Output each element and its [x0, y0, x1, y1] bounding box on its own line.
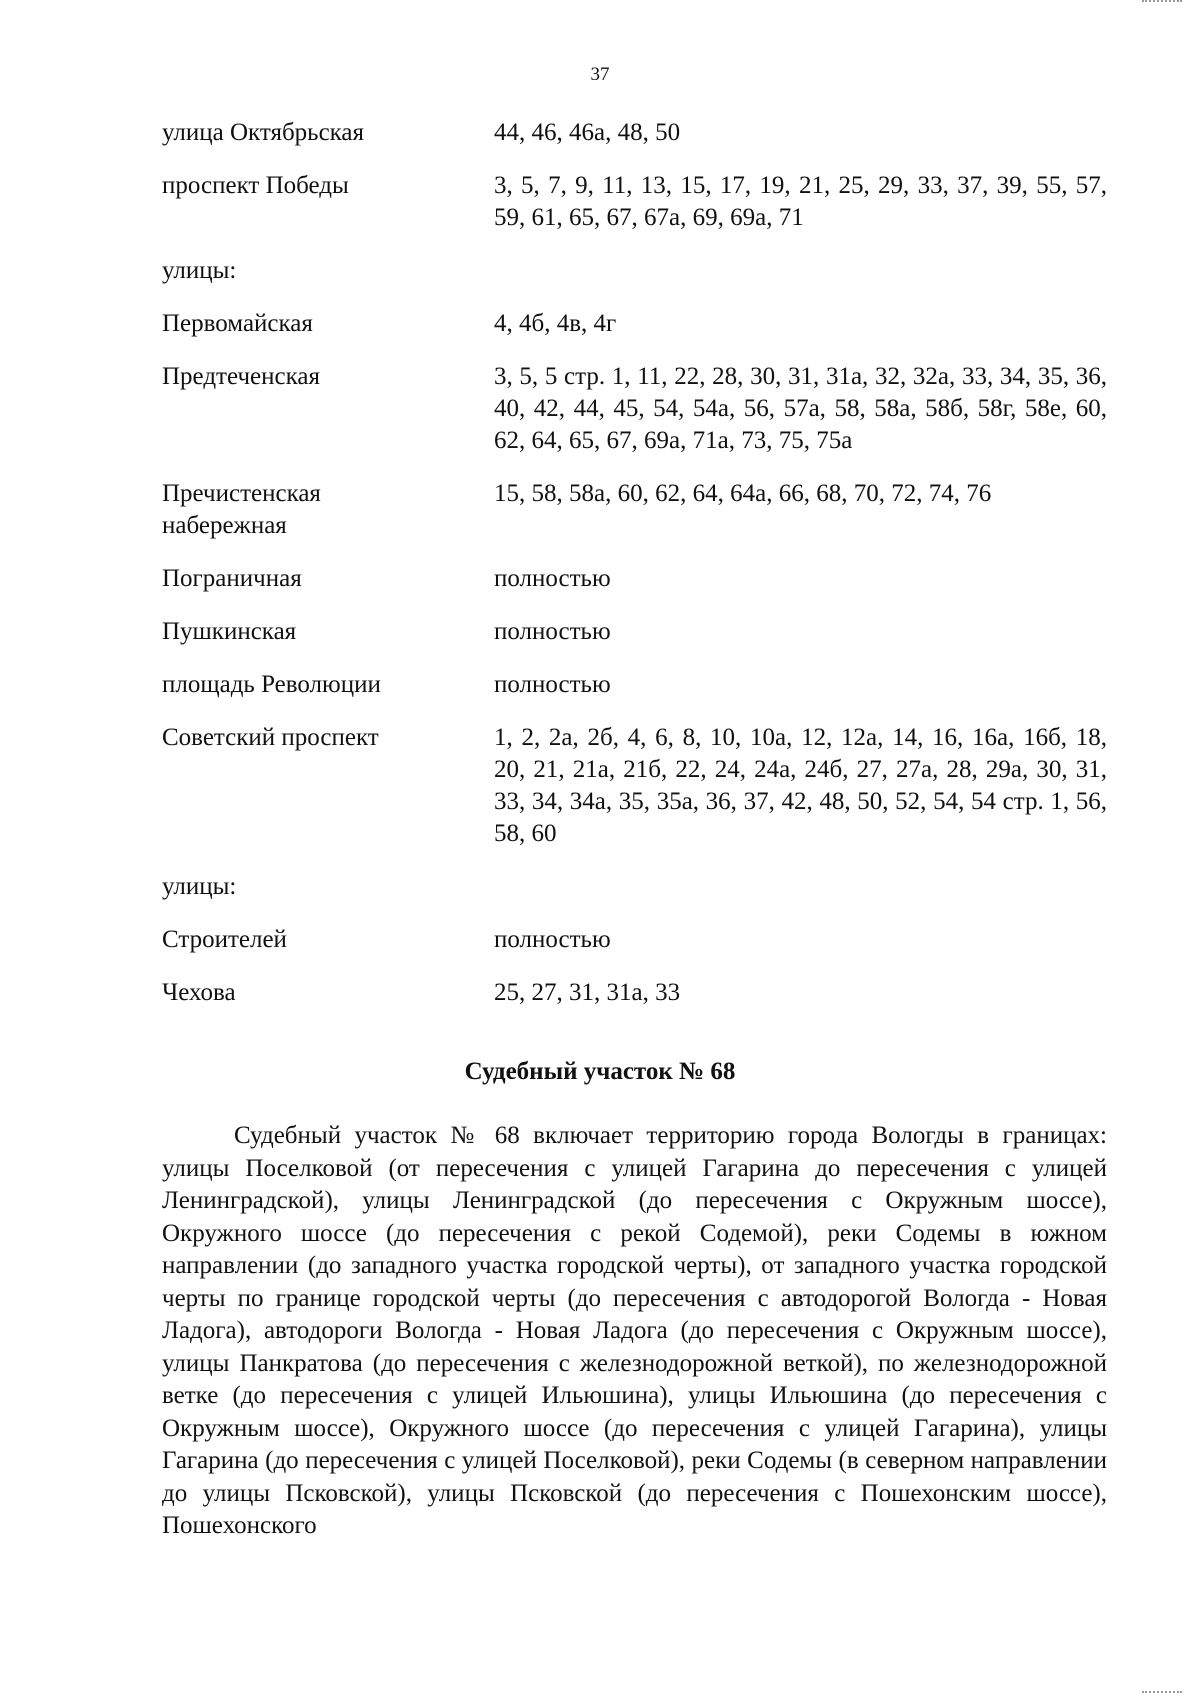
street-name: Пречистенская набережная	[162, 480, 321, 539]
house-numbers: полностью	[494, 565, 611, 592]
house-numbers: полностью	[494, 671, 611, 698]
page-number: 37	[590, 64, 610, 85]
address-row	[162, 361, 1107, 457]
address-row	[162, 722, 1107, 850]
address-row	[162, 924, 1107, 956]
street-name: Первомайская	[162, 310, 313, 337]
group-heading: улицы:	[162, 873, 237, 900]
address-list	[162, 117, 1107, 1030]
street-name: Пушкинская	[162, 618, 297, 645]
street-name: Строителей	[162, 926, 287, 953]
group-heading-row	[162, 255, 1107, 287]
house-numbers: полностью	[494, 926, 611, 953]
street-name: улица Октябрьская	[162, 119, 365, 146]
house-numbers: 15, 58, 58а, 60, 62, 64, 64а, 66, 68, 70, 72, 74, 76	[494, 480, 992, 507]
scan-edge-mark	[1142, 0, 1182, 6]
scan-edge-mark-bottom	[1142, 1687, 1182, 1693]
street-name: проспект Победы	[162, 172, 349, 199]
house-numbers: 1, 2, 2а, 2б, 4, 6, 8, 10, 10а, 12, 12а, 14, 16, 16а, 16б, 18, 20, 21, 21а, 21б, 22, 24, 24а, 24б, 27, 27а, 28, 29а, 30, 31, 33, 34, 34а, 35, 35а, 36, 37, 42, 48, 50, 52, 54, 54 стр. 1, 56, 58, 60	[494, 724, 1107, 847]
street-name: Пограничная	[162, 565, 302, 592]
address-row	[162, 170, 1107, 234]
address-row	[162, 478, 1107, 542]
house-numbers: полностью	[494, 618, 611, 645]
address-row	[162, 308, 1107, 340]
address-row	[162, 669, 1107, 701]
street-name: Чехова	[162, 979, 236, 1006]
address-row	[162, 616, 1107, 648]
street-name: Предтеченская	[162, 363, 320, 390]
section-paragraph: Судебный участок № 68 включает территорию города Вологды в границах: улицы Поселковой (от пересечения с улицей Гагарина до пересечения с улицей Ленинградской), улицы Ленинградской (до пересечения с Окружным шоссе), Окружного шоссе (до пересечения с рекой Содемой), реки Содемы в южном направлении (до западного участка городской черты), от западного участка городской черты по границе городской черты (до пересечения с автодорогой Вологда - Новая Ладога), автодороги Вологда - Новая Ладога (до пересечения с Окружным шоссе), улицы Панкратова (до пересечения с железнодорожной веткой), по железнодорожной ветке (до пересечения с улицей Ильюшина), улицы Ильюшина (до пересечения с Окружным шоссе), Окружного шоссе (до пересечения с улицей Гагарина), улицы Гагарина (до пересечения с улицей Поселковой), реки Содемы (в северном направлении до улицы Псковской), улицы Псковской (до пересечения с Пошехонским шоссе), Пошехонского	[162, 1122, 1107, 1539]
section-title: Судебный участок № 68	[464, 1058, 736, 1085]
address-row	[162, 977, 1107, 1009]
street-name: Советский проспект	[162, 724, 379, 751]
address-row	[162, 563, 1107, 595]
house-numbers: 4, 4б, 4в, 4г	[494, 310, 617, 337]
house-numbers: 3, 5, 7, 9, 11, 13, 15, 17, 19, 21, 25, 29, 33, 37, 39, 55, 57, 59, 61, 65, 67, 67а, 69, 69а, 71	[494, 172, 1107, 231]
house-numbers: 25, 27, 31, 31а, 33	[494, 979, 681, 1006]
house-numbers: 3, 5, 5 стр. 1, 11, 22, 28, 30, 31, 31а, 32, 32а, 33, 34, 35, 36, 40, 42, 44, 45, 54, 54а, 56, 57а, 58, 58а, 58б, 58г, 58е, 60, 62, 64, 65, 67, 69а, 71а, 73, 75, 75а	[494, 363, 1107, 454]
street-name: площадь Революции	[162, 671, 381, 698]
address-row	[162, 117, 1107, 149]
group-heading: улицы:	[162, 257, 237, 284]
house-numbers: 44, 46, 46а, 48, 50	[494, 119, 681, 146]
group-heading-row	[162, 871, 1107, 903]
